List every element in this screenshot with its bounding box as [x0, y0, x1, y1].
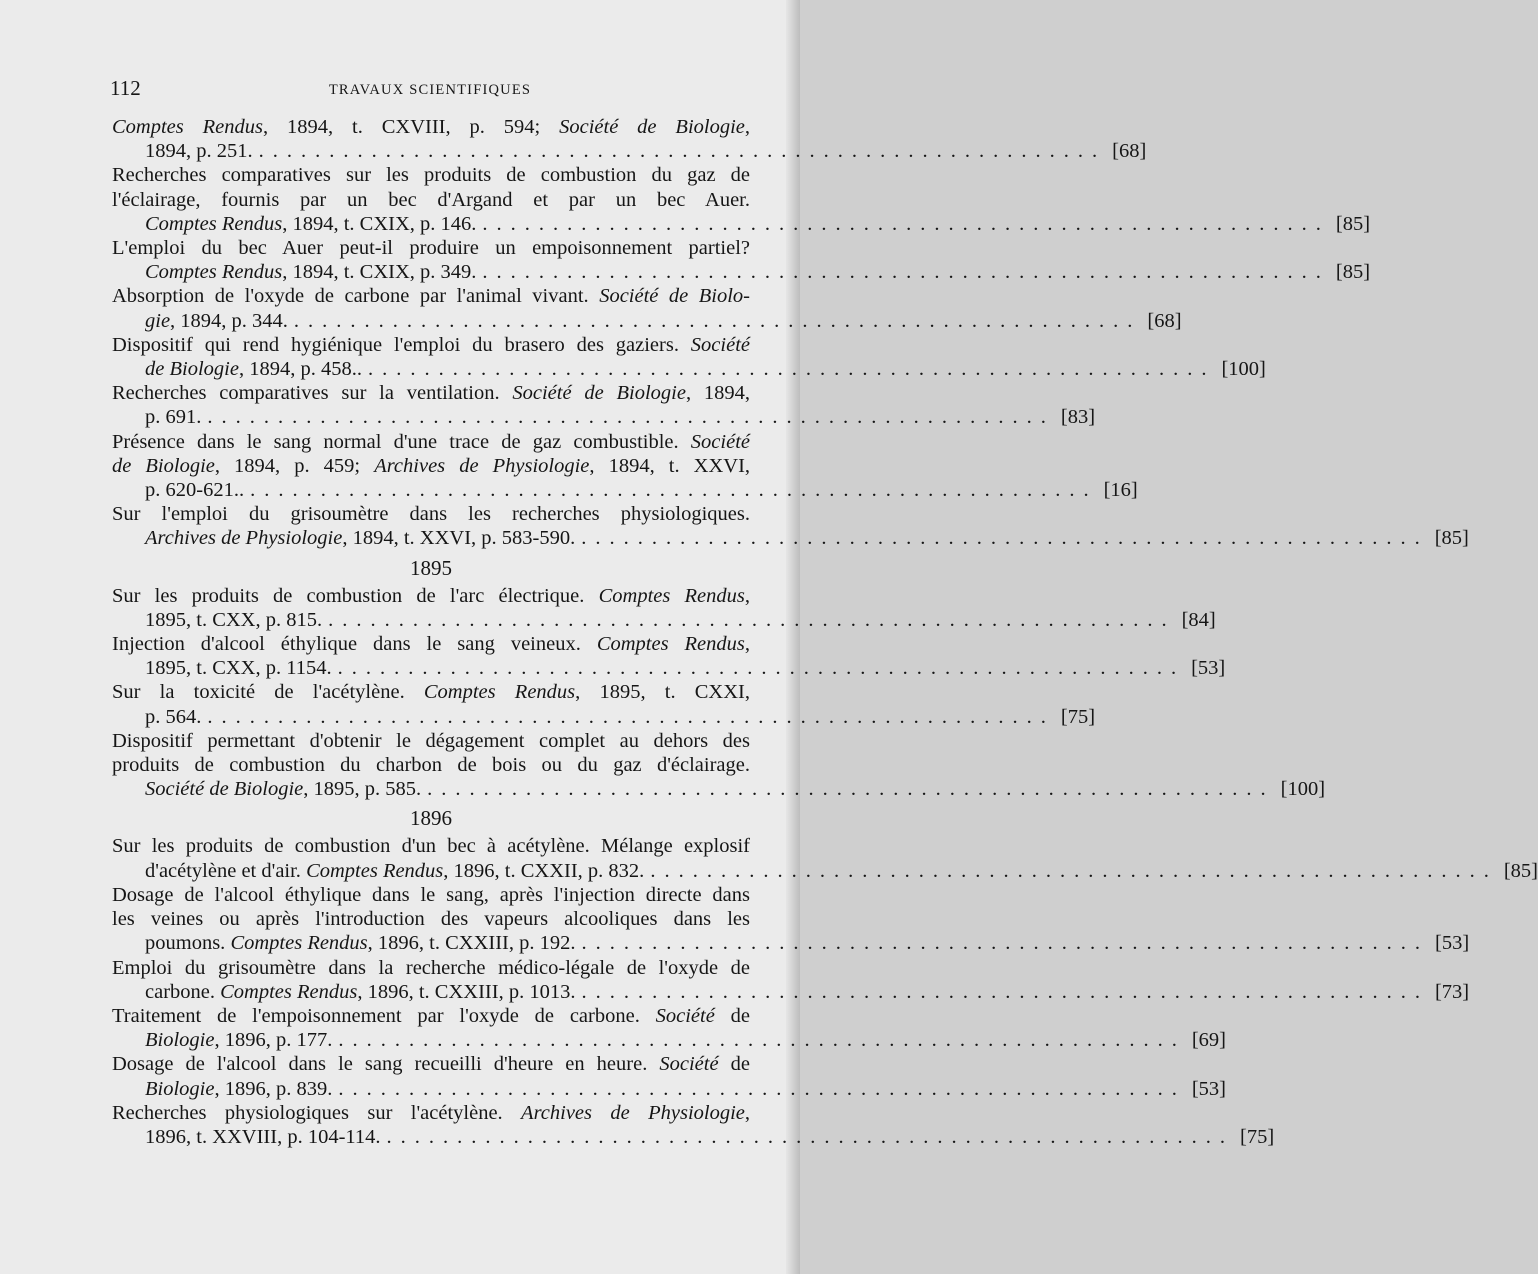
entry-last-line: [145, 212, 1371, 236]
entry-last-line: [145, 260, 1371, 284]
entry-line: Présence dans le sang normal d'une trace de gaz combustible. Société: [112, 430, 750, 453]
reference-number: [53]: [1191, 657, 1226, 680]
bibliography-entry: [112, 502, 1469, 550]
reference-number: [85]: [1335, 212, 1371, 235]
entry-line: Absorption de l'oxyde de carbone par l'animal vivant. Société de Biolo-: [112, 285, 751, 308]
entry-last-line: [145, 1125, 1275, 1149]
bibliography-entry: [112, 1052, 1226, 1100]
page-header: [110, 76, 750, 102]
reference-number: [83]: [1060, 406, 1096, 429]
entry-line: Comptes Rendus, 1894, t. CXVIII, p. 594; Société de Biologie,: [112, 116, 751, 138]
bibliography-entry: [112, 1004, 1226, 1052]
running-title: TRAVAUX SCIENTIFIQUES: [328, 82, 532, 98]
entry-last-line: [145, 405, 1096, 429]
bibliography-entry: [112, 680, 1096, 728]
reference-number: [16]: [1103, 479, 1138, 502]
reference-number: [75]: [1060, 705, 1096, 728]
bibliography-entry: [112, 163, 1371, 236]
bibliography-entry: [112, 236, 1371, 284]
entry-last-line: [145, 777, 1326, 801]
dot-leader: ............................................................: [207, 406, 1055, 429]
reference-number: [100]: [1221, 358, 1266, 381]
dot-leader: ............................................................: [482, 261, 1330, 284]
entry-line: Recherches physiologiques sur l'acétylène. Archives de Physiologie,: [112, 1101, 750, 1124]
bibliography-entry: [112, 729, 1326, 802]
entry-last-line: [145, 1077, 1226, 1101]
dot-leader: ............................................................: [367, 358, 1216, 381]
bibliography-entry: [112, 430, 1138, 503]
entry-citation: Comptes Rendus, 1894, t. CXIX, p. 146.: [145, 212, 477, 235]
entry-citation: Comptes Rendus, 1894, t. CXIX, p. 349.: [145, 261, 477, 284]
entry-citation: 1895, t. CXX, p. 815.: [145, 608, 323, 631]
dot-leader: ............................................................: [337, 657, 1186, 680]
entry-citation: poumons. Comptes Rendus, 1896, t. CXXIII, p. 192.: [145, 932, 576, 955]
entry-last-line: [145, 705, 1096, 729]
dot-leader: ............................................................: [207, 705, 1055, 728]
entry-last-line: [145, 478, 1138, 502]
entry-line: Sur les produits de combustion de l'arc électrique. Comptes Rendus,: [112, 584, 750, 607]
entry-line: produits de combustion du charbon de bois ou du gaz d'éclairage.: [112, 754, 750, 777]
dot-leader: ............................................................: [258, 140, 1107, 163]
entry-line: Dosage de l'alcool éthylique dans le sang, après l'injection directe dans: [112, 883, 750, 906]
entry-citation: p. 620-621..: [145, 479, 245, 502]
entry-line: Traitement de l'empoisonnement par l'oxyde de carbone. Société de: [112, 1004, 750, 1027]
entry-citation: Biologie, 1896, p. 177.: [145, 1029, 333, 1052]
entry-line: Sur l'emploi du grisoumètre dans les recherches physiologiques.: [112, 503, 750, 526]
reference-number: [68]: [1147, 309, 1182, 332]
entry-citation: d'acétylène et d'air. Comptes Rendus, 1896, t. CXXII, p. 832.: [145, 859, 645, 882]
dot-leader: ............................................................: [482, 212, 1330, 235]
entry-line: Recherches comparatives sur les produits de combustion du gaz de: [112, 164, 750, 187]
entry-last-line: [145, 931, 1470, 955]
entry-last-line: [145, 656, 1226, 680]
entry-citation: 1896, t. XXVIII, p. 104-114.: [145, 1125, 381, 1148]
entry-citation: p. 564.: [145, 705, 202, 728]
dot-leader: ............................................................: [650, 859, 1498, 882]
bibliography-entry: [112, 115, 1147, 163]
entry-citation: Société de Biologie, 1895, p. 585.: [145, 778, 422, 801]
entry-citation: carbone. Comptes Rendus, 1896, t. CXXIII, p. 1013.: [145, 980, 576, 1003]
bibliography-entry: [112, 284, 1182, 332]
reference-number: [75]: [1240, 1125, 1275, 1148]
entry-last-line: [145, 309, 1182, 333]
reference-number: [53]: [1435, 932, 1470, 955]
entry-citation: gie, 1894, p. 344.: [145, 309, 288, 332]
entry-line: l'éclairage, fournis par un bec d'Argand et par un bec Auer.: [112, 188, 750, 211]
entry-line: les veines ou après l'introduction des vapeurs alcooliques dans les: [112, 908, 750, 931]
entry-line: Dispositif qui rend hygiénique l'emploi du brasero des gaziers. Société: [112, 333, 750, 356]
entry-line: Injection d'alcool éthylique dans le sang veineux. Comptes Rendus,: [112, 633, 750, 656]
entry-citation: de Biologie, 1894, p. 458..: [145, 358, 362, 381]
entries-1895: [112, 584, 1326, 802]
dot-leader: ............................................................: [427, 778, 1275, 801]
reference-number: [84]: [1181, 608, 1216, 631]
dot-leader: ............................................................: [581, 932, 1430, 955]
reference-number: [68]: [1112, 140, 1147, 163]
year-heading-1896: 1896: [410, 806, 452, 831]
bibliography-entry: [112, 956, 1470, 1004]
bibliography-entry: [112, 883, 1470, 956]
bibliography-entry: [112, 381, 1096, 429]
bibliography-entry: [112, 333, 1266, 381]
entry-citation: 1895, t. CXX, p. 1154.: [145, 657, 332, 680]
entry-last-line: [145, 526, 1469, 550]
dot-leader: ............................................................: [328, 608, 1176, 631]
reference-number: [100]: [1280, 778, 1326, 801]
reference-number: [85]: [1503, 859, 1538, 882]
reference-number: [85]: [1434, 527, 1469, 550]
reference-number: [69]: [1191, 1029, 1226, 1052]
entries-1896: [112, 834, 1538, 1149]
entry-citation: p. 691.: [145, 406, 202, 429]
entry-line: Recherches comparatives sur la ventilation. Société de Biologie, 1894,: [112, 382, 750, 405]
entry-line: Sur la toxicité de l'acétylène. Comptes Rendus, 1895, t. CXXI,: [112, 681, 750, 704]
year-heading-1895: 1895: [410, 555, 452, 580]
entry-line: L'emploi du bec Auer peut-il produire un empoisonnement partiel?: [112, 237, 750, 260]
entry-last-line: [145, 980, 1470, 1004]
dot-leader: ............................................................: [250, 479, 1098, 502]
entries-1894: [112, 115, 1469, 551]
reference-number: [73]: [1434, 980, 1470, 1003]
entry-line: de Biologie, 1894, p. 459; Archives de Physiologie, 1894, t. XXVI,: [112, 454, 751, 477]
entry-last-line: [145, 859, 1538, 883]
dot-leader: ............................................................: [293, 309, 1142, 332]
entry-last-line: [145, 608, 1216, 632]
page-number: 112: [110, 76, 141, 100]
bibliography: [112, 115, 1538, 1149]
reference-number: [53]: [1191, 1077, 1226, 1100]
entry-line: Sur les produits de combustion d'un bec à acétylène. Mélange explosif: [112, 835, 750, 858]
entry-last-line: [145, 357, 1266, 381]
bibliography-entry: [112, 584, 1216, 632]
dot-leader: ............................................................: [386, 1125, 1235, 1148]
bibliography-entry: [112, 632, 1226, 680]
entry-citation: Biologie, 1896, p. 839.: [145, 1077, 333, 1100]
entry-citation: Archives de Physiologie, 1894, t. XXVI, p. 583-590.: [145, 527, 576, 550]
dot-leader: ............................................................: [581, 980, 1429, 1003]
dot-leader: ............................................................: [338, 1029, 1186, 1052]
entry-last-line: [145, 1028, 1226, 1052]
reference-number: [85]: [1335, 261, 1371, 284]
entry-line: Dispositif permettant d'obtenir le dégagement complet au dehors des: [112, 729, 750, 752]
entry-citation: 1894, p. 251.: [145, 140, 253, 163]
entry-line: Emploi du grisoumètre dans la recherche médico-légale de l'oxyde de: [112, 956, 750, 979]
bibliography-entry: [112, 834, 1538, 882]
dot-leader: ............................................................: [338, 1077, 1186, 1100]
entry-last-line: [145, 139, 1147, 163]
dot-leader: ............................................................: [581, 527, 1429, 550]
entry-line: Dosage de l'alcool dans le sang recueilli d'heure en heure. Société de: [112, 1053, 750, 1076]
bibliography-entry: [112, 1101, 1275, 1149]
